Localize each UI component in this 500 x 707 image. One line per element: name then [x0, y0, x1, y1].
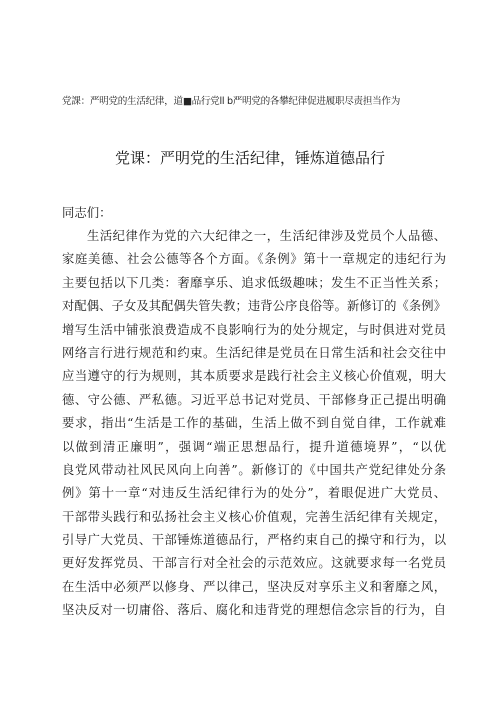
- page-title: 党课：严明党的生活纪律，锤炼道德品行: [114, 149, 385, 167]
- body-line: 干部带头践行和弘扬社会主义核心价值观，完善生活纪律有关规定，: [62, 509, 446, 524]
- body-line: 要求，指出“生活是工作的基础，生活上做不到自觉自律，工作就难: [62, 416, 446, 431]
- body-line: 主要包括以下几类：奢靡享乐、追求低级趣味；发生不正当性关系；: [62, 275, 446, 290]
- body-line: 应当遵守的行为规则，其本质要求是践行社会主义核心价值观，明大: [62, 369, 446, 384]
- body-line: 家庭美德、社会公德等各个方面。《条例》第十一章规定的违纪行为: [62, 252, 446, 267]
- running-header: 党課：严明党的生活纪律，道■品行党ll b严明党的各攀纪律促进履职尽责担当作为: [62, 96, 401, 107]
- body-line: 坚决反对一切庸俗、落后、腐化和违背党的理想信念宗旨的行为，自: [62, 603, 446, 618]
- body-line: 在生活中必须严以修身、严以律己，坚决反对享乐主义和奢靡之风，: [62, 579, 446, 594]
- body-line: 德、守公德、严私德。习近平总书记对党员、干部修身正己提出明确: [62, 392, 446, 407]
- salutation: 同志们：: [62, 205, 112, 220]
- body-line: 网络言行进行规范和约束。生活纪律是党员在日常生活和社会交往中: [62, 345, 446, 360]
- body-line: 增写生活中铺张浪费造成不良影响行为的处分规定，与时俱进对党员: [62, 322, 446, 337]
- body-line: 对配偶、子女及其配偶失管失教；违背公序良俗等。新修订的《条例》: [62, 299, 446, 314]
- body-line: 以做到清正廉明”，强调“端正思想品行，提升道德境界”，“以优: [62, 439, 446, 454]
- body-line: 例》第十一章“对违反生活纪律行为的处分”，着眼促进广大党员、: [62, 486, 446, 501]
- body-line: 引导广大党员、干部锤炼道德品行，严格约束自己的操守和行为，以: [62, 533, 446, 548]
- body-line: 良党风带动社风民风向上向善”。新修订的《中国共产党纪律处分条: [62, 462, 446, 477]
- body-text: [62, 225, 446, 623]
- body-line: 更好发挥党员、干部言行对全社会的示范效应。这就要求每一名党员: [62, 556, 446, 571]
- body-line: 生活纪律作为党的六大纪律之一，生活纪律涉及党员个人品德、: [87, 229, 446, 243]
